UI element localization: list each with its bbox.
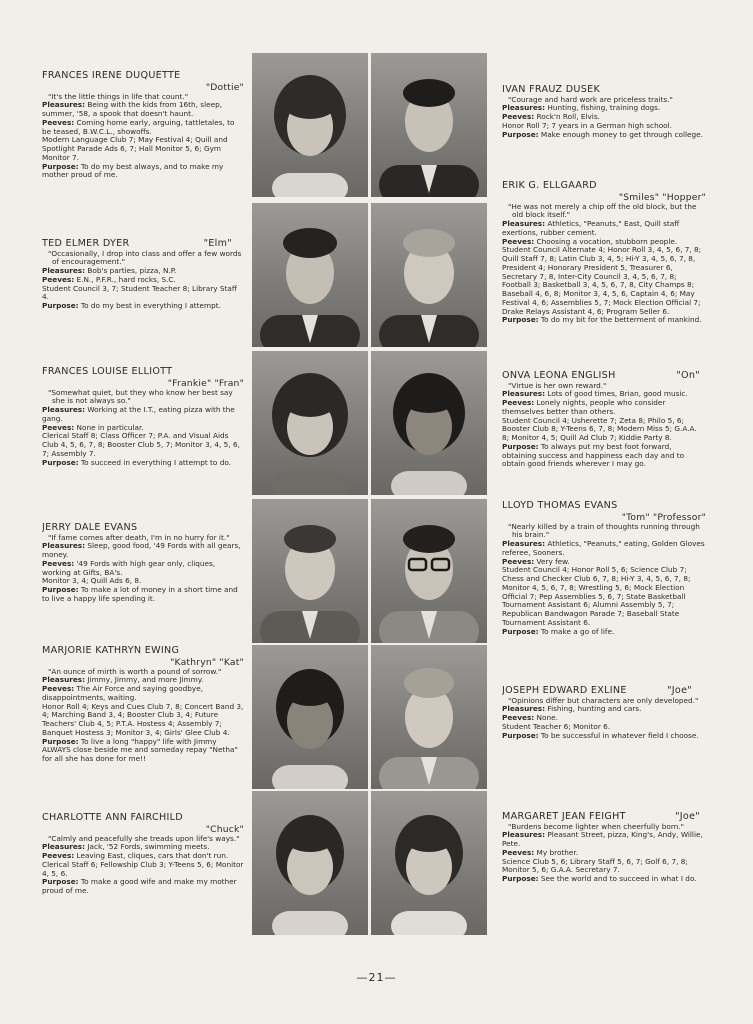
- activities-line: Honor Roll 4; Keys and Cues Club 7, 8; Concert Band 3, 4; Marching Band 3, 4; Booster Club 3, 4; Future Teachers' Club 4, 5; P.T.A. Hostess 4; Assembly 7; Banquet Hostess 3; Monitor 3, 4; Girls' Glee Club 4.: [42, 701, 244, 737]
- portrait-photo-dyer: [252, 203, 368, 347]
- student-quote: "Somewhat quiet, but they who know her best say she is not always so.": [48, 387, 233, 406]
- activities-line: Student Teacher 6; Monitor 6.: [502, 721, 611, 731]
- portrait-photo-fairchild: [252, 791, 368, 935]
- student-nickname: "Dottie": [205, 81, 244, 93]
- portrait-photo-duquette: [252, 53, 368, 197]
- peeves-line: Peeves: None.: [502, 713, 558, 722]
- purpose-line: Purpose: To succeed in everything I attempt to do.: [42, 457, 231, 467]
- student-quote: "Occasionally, I drop into class and offer a few words of encouragement.": [48, 248, 242, 267]
- purpose-line: Purpose: To make a good wife and make my mother proud of me.: [42, 877, 237, 896]
- portrait-photo-feight: [371, 791, 487, 935]
- student-nickname: "Kathryn" "Kat": [170, 656, 244, 668]
- student-name-row: [502, 370, 706, 382]
- peeves-line: Peeves: My brother.: [502, 847, 579, 857]
- senior-entry-jerry-evans: [42, 522, 244, 604]
- student-nickname: "Smiles" "Hopper": [618, 191, 706, 203]
- student-name: FRANCES IRENE DUQUETTE: [42, 70, 181, 81]
- senior-entry-ewing: [42, 645, 244, 764]
- peeves-line: Peeves: The Air Force and saying goodbye, disappointments, waiting.: [42, 684, 204, 702]
- senior-entry-lloyd-evans: [502, 500, 706, 636]
- student-name-row: [42, 238, 244, 250]
- pleasures-line: Pleasures: Lots of good times, Brian, good music.: [502, 389, 688, 399]
- purpose-line: Purpose: To be successful in whatever field I choose.: [502, 730, 699, 740]
- activities-line: Science Club 5, 6; Library Staff 5, 6, 7; Golf 6, 7, 8; Monitor 5, 6; G.A.A. Secretary 7.: [502, 856, 688, 875]
- purpose-line: Purpose: Make enough money to get through college.: [502, 129, 703, 139]
- purpose-line: Purpose: To do my bit for the betterment of mankind.: [502, 315, 702, 325]
- student-name: FRANCES LOUISE ELLIOTT: [42, 366, 173, 377]
- senior-entry-exline: [502, 685, 706, 740]
- pleasures-line: Pleasures: Being with the kids from 16th, sleep, summer, '58, a spook that doesn't haunt.: [42, 100, 223, 119]
- student-name: MARJORIE KATHRYN EWING: [42, 645, 180, 656]
- senior-entry-dusek: [502, 84, 706, 139]
- pleasures-line: Pleasures: Jimmy, Jimmy, and more Jimmy.: [42, 675, 204, 685]
- student-nickname: "Joe": [675, 811, 700, 822]
- page-number: —21—: [356, 971, 397, 984]
- senior-entry-english: [502, 370, 706, 469]
- activities-line: Student Council 4; Honor Roll 5, 6; Science Club 7; Chess and Checker Club 6, 7, 8; Hi-Y 3, 4, 5, 6, 7, 8; Monitor 4, 5, 6, 7, 8; Wrestling 5, 6; Mock Election Official 7; Pep Assemblies 5, 6, 7; State Basketball Tournament Assistant 6; Alumni Assembly 5, 7; Republican Bandwagon Parade 7; Baseball State Tournament Assistant 6.: [502, 565, 691, 627]
- purpose-line: Purpose: To live a long "happy" life with Jimmy ALWAYS close beside me and someday repay "Netha" for all she has done for me!!: [42, 736, 238, 764]
- student-quote: "Opinions differ but characters are only developed.": [508, 695, 699, 705]
- pleasures-line: Pleasures: Bob's parties, pizza, N.P.: [42, 266, 177, 275]
- activities-line: Student Council Alternate 4; Honor Roll 3, 4, 5, 6, 7, 8; Quill Staff 7, 8; Latin Club 3, 4, 5; Hi-Y 3, 4, 5, 6, 7, 8, President 4; Honorary President 5, Treasurer 6, Secretary 7, 8, Inter-City Council 3, 4, 5, 6, 7, 8; Football 3; Basketball 3, 4, 5, 6, 7, 8, City Champs 8; Baseball 4, 6, 8; Monitor 3, 4, 5, 6, Captain 4, 6; May Festival 4, 6; Assemblies 5, 7; Mock Election Official 7; Drake Relays Assistant 4, 6; Program Seller 6.: [502, 245, 702, 316]
- student-name: LLOYD THOMAS EVANS: [502, 500, 618, 511]
- activities-line: Modern Language Club 7; May Festival 4; Quill and Spotlight Parade Ads 6, 7; Hall Monitor 5, 6; Gym Monitor 7.: [42, 135, 228, 162]
- portrait-photo-exline: [371, 645, 487, 789]
- portrait-photo-lloyd-evans: [371, 499, 487, 643]
- activities-line: Clerical Staff 8; Class Officer 7; P.A. and Visual Aids Club 4, 5, 6, 7, 8; Booster Club 5, 7; Monitor 3, 4, 5, 6, 7; Assembly 7.: [42, 431, 240, 458]
- purpose-line: Purpose: To do my best in everything I attempt.: [42, 301, 221, 310]
- student-name: ONVA LEONA ENGLISH: [502, 370, 616, 381]
- student-quote: "He was not merely a chip off the old block, but the old block itself.": [508, 201, 697, 220]
- senior-entry-elliott: [42, 366, 244, 467]
- student-name: ERIK G. ELLGAARD: [502, 180, 597, 191]
- student-nickname: "Tom" "Professor": [621, 511, 706, 523]
- student-nickname: "Elm": [203, 238, 232, 249]
- student-name: JOSEPH EDWARD EXLINE: [502, 685, 627, 696]
- peeves-line: Peeves: Lonely nights, people who consider themselves better than others.: [502, 398, 666, 416]
- student-name: MARGARET JEAN FEIGHT: [502, 811, 626, 822]
- portrait-photo-dusek: [371, 53, 487, 197]
- pleasures-line: Pleasures: Pleasant Street, pizza, King's, Andy, Willie, Pete.: [502, 830, 703, 848]
- student-quote: "An ounce of mirth is worth a pound of sorrow.": [48, 666, 222, 676]
- portrait-photo-ewing: [252, 645, 368, 789]
- senior-entry-duquette: [42, 70, 244, 180]
- peeves-line: Peeves: Very few.: [502, 556, 570, 566]
- pleasures-line: Pleasures: Fishing, hunting and cars.: [502, 704, 642, 714]
- activities-line: Honor Roll 7; 7 years in a German high school.: [502, 120, 672, 130]
- peeves-line: Peeves: E.N., P.F.R., hard rocks, S.C.: [42, 274, 176, 284]
- senior-entry-fairchild: [42, 812, 244, 896]
- purpose-line: Purpose: To do my best always, and to make my mother proud of me.: [42, 161, 224, 180]
- pleasures-line: Pleasures: Athletics, "Peanuts," eating, Golden Gloves referee, Sooners.: [502, 539, 705, 557]
- student-quote: "Virtue is her own reward.": [508, 380, 607, 390]
- activities-line: Monitor 3, 4; Quill Ads 6, 8.: [42, 576, 142, 586]
- student-quote: "If fame comes after death, I'm in no hurry for it.": [48, 532, 230, 542]
- senior-entry-ellgaard: [502, 180, 706, 325]
- student-name-row: [502, 685, 706, 697]
- activities-line: Student Council 3, 7; Student Teacher 8; Library Staff 4.: [42, 283, 237, 302]
- pleasures-line: Pleasures: Athletics, "Peanuts," East, Quill staff exertions, rubber cement.: [502, 219, 680, 237]
- activities-line: Student Council 4; Usherette 7; Zeta 8; Philo 5, 6; Booster Club 8; Y-Teens 6, 7, 8; Modern Miss 5; G.A.A. 8; Monitor 4, 5; Quill Ad Club 7; Kiddie Party 8.: [502, 415, 697, 442]
- student-quote: "Calmly and peacefully she treads upon life's ways.": [48, 833, 240, 843]
- peeves-line: Peeves: Leaving East, cliques, cars that don't run.: [42, 851, 229, 861]
- student-name-row: [502, 811, 706, 823]
- student-name: CHARLOTTE ANN FAIRCHILD: [42, 812, 183, 823]
- pleasures-line: Pleasures: Working at the I.T., eating pizza with the gang.: [42, 405, 235, 423]
- student-name: IVAN FRAUZ DUSEK: [502, 84, 601, 95]
- peeves-line: Peeves: '49 Fords with high gear only, cliques, working at Gifts, BA's.: [42, 558, 216, 577]
- activities-line: Clerical Staff 6; Fellowship Club 3; Y-Teens 5, 6; Monitor 4, 5, 6.: [42, 859, 244, 878]
- student-nickname: "Frankie" "Fran": [167, 377, 244, 389]
- purpose-line: Purpose: To make a lot of money in a short time and to live a happy life spending it.: [42, 585, 238, 603]
- senior-entry-feight: [502, 811, 706, 884]
- portrait-photo-english: [371, 351, 487, 495]
- senior-entry-dyer: [42, 238, 244, 311]
- portrait-photo-elliott: [252, 351, 368, 495]
- student-quote: "Nearly killed by a train of thoughts running through his brain.": [508, 521, 700, 540]
- student-nickname: "Chuck": [205, 823, 244, 835]
- peeves-line: Peeves: Choosing a vocation, stubborn people.: [502, 236, 678, 246]
- student-name: TED ELMER DYER: [42, 238, 130, 249]
- purpose-line: Purpose: To make a go of life.: [502, 626, 615, 636]
- student-quote: "It's the little things in life that count.": [48, 91, 189, 101]
- peeves-line: Peeves: None in particular.: [42, 422, 144, 432]
- peeves-line: Peeves: Rock'n Roll, Elvis.: [502, 112, 600, 121]
- pleasures-line: Pleasures: Jack, '52 Fords, swimming meets.: [42, 842, 210, 852]
- student-name: JERRY DALE EVANS: [42, 522, 138, 533]
- peeves-line: Peeves: Coming home early, arguing, tattletales, to be teased, B.W.C.L., showoffs.: [42, 117, 235, 136]
- pleasures-line: Pleasures: Hunting, fishing, training dogs.: [502, 103, 661, 113]
- student-nickname: "On": [676, 370, 700, 381]
- portrait-photo-ellgaard: [371, 203, 487, 347]
- student-quote: "Courage and hard work are priceless traits.": [508, 94, 673, 104]
- pleasures-line: Pleasures: Sleep, good food, '49 Fords with all gears, money.: [42, 541, 241, 559]
- student-quote: "Burdens become lighter when cheerfully born.": [508, 821, 685, 831]
- student-nickname: "Joe": [667, 685, 692, 696]
- portrait-photo-jerry-evans: [252, 499, 368, 643]
- purpose-line: Purpose: See the world and to succeed in what I do.: [502, 874, 697, 883]
- purpose-line: Purpose: To always put my best foot forward, obtaining success and happiness each day and to obtain good friends wherever I may go.: [502, 441, 685, 469]
